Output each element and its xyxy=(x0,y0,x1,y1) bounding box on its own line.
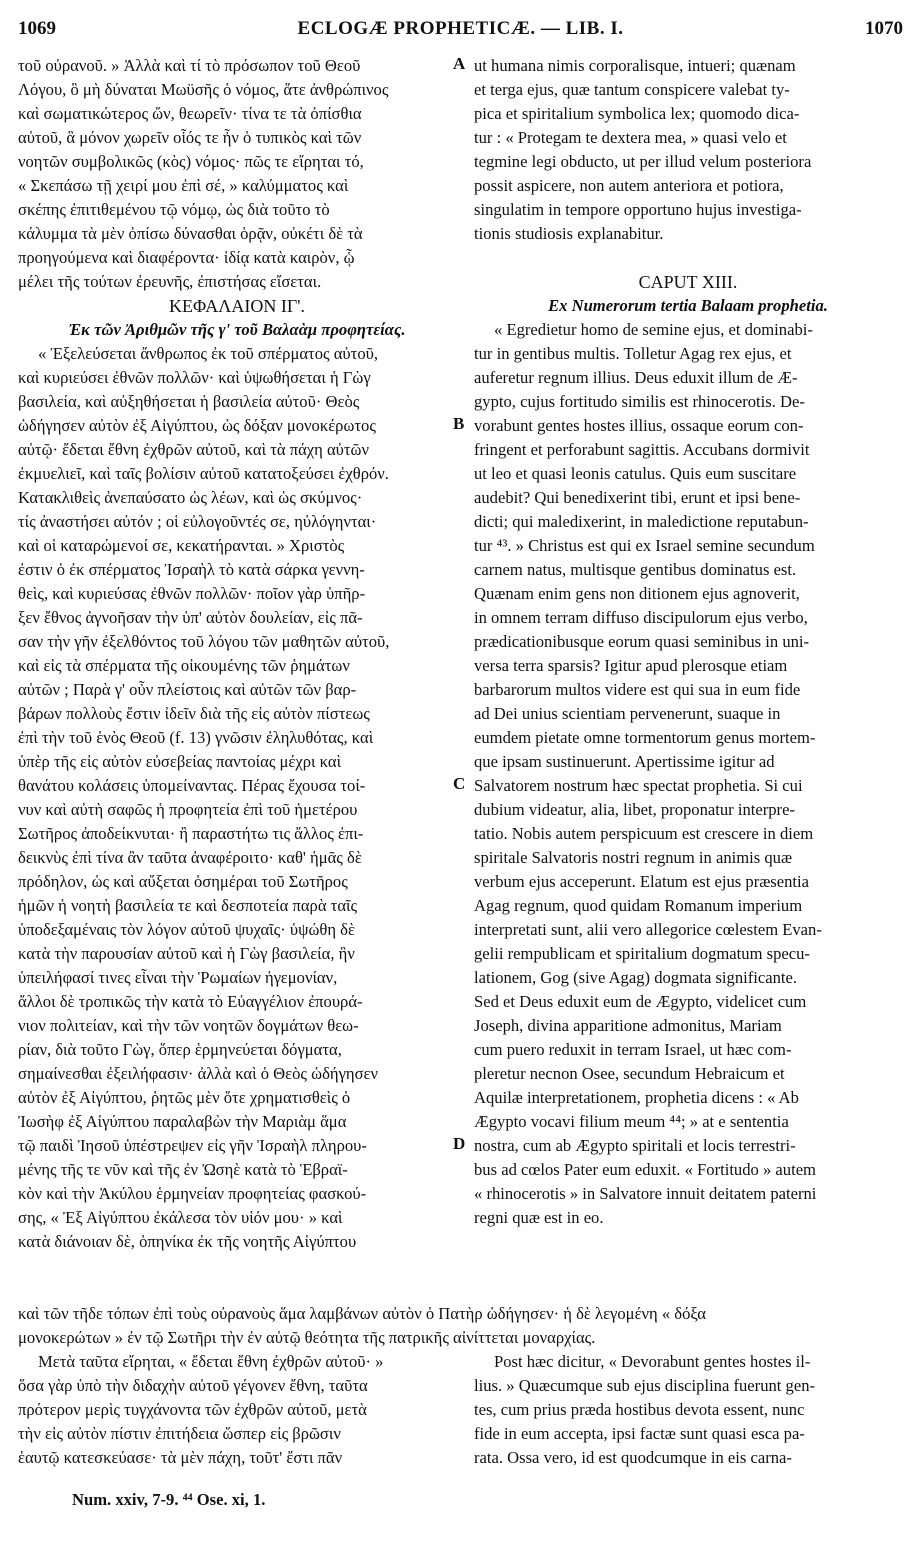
greek-line: πρόδηλον, ὡς καὶ αὔξεται ὁσημέραι τοῦ Σωτῆρος xyxy=(18,872,348,891)
latin-line: ut humana nimis corporalisque, intueri; quænam xyxy=(474,56,796,75)
greek-line: κατὰ διάνοιαν δὲ, ὁπηνίκα ἐκ τῆς νοητῆς Αἰγύπτου xyxy=(18,1232,357,1251)
page-number-right: 1070 xyxy=(865,18,903,39)
latin-line: rata. Ossa vero, id est quodcumque in eis carna- xyxy=(474,1448,792,1467)
latin-line: audebit? Qui benedixerint tibi, erunt et ipsi bene- xyxy=(474,488,801,507)
latin-line: tionis studiosis explanabitur. xyxy=(474,224,664,243)
greek-line: τίς ἀναστήσει αὐτόν ; οἱ εὐλογοῦντές σε, ηὐλόγηνται· xyxy=(18,512,377,531)
greek-line: ὅσα γὰρ ὑπὸ τὴν διδαχὴν αὐτοῦ γέγονεν ἔθνη, ταῦτα xyxy=(18,1376,368,1395)
greek-line: αὐτοῦ, ἃ μόνον χωρεῖν οἷός τε ἦν ὁ τυπικὸς καὶ τῶν xyxy=(18,128,362,147)
latin-line: tatio. Nobis autem perspicuum est crescere in diem xyxy=(474,824,814,843)
greek-line: βασιλεία, καὶ αὐξηθήσεται ἡ βασιλεία αὐτοῦ· Θεὸς xyxy=(18,392,360,411)
greek-line: νιον πολιτείαν, καὶ τὴν τῶν νοητῶν δογμάτων θεω- xyxy=(18,1016,359,1035)
latin-line: fringent et perforabunt sagittis. Accubans dormivit xyxy=(474,440,810,459)
running-title: ECLOGÆ PROPHETICÆ. — LIB. I. xyxy=(297,18,624,39)
margin-letter-b: B xyxy=(453,414,465,433)
greek-line: « Ἐξελεύσεται ἄνθρωπος ἐκ τοῦ σπέρματος αὐτοῦ, xyxy=(38,344,378,363)
greek-line: πρότερον μερὶς τυγχάνοντα τῶν ἐχθρῶν αὐτοῦ, μετὰ xyxy=(18,1400,367,1419)
latin-line: Agag regnum, quod quidam Romanum imperium xyxy=(474,896,803,915)
greek-line: ξεν ἔθνος ἀγνοῆσαν τὴν ὑπ' αὐτὸν δουλείαν, εἰς πᾶ- xyxy=(18,608,363,627)
latin-line: regni quæ est in eo. xyxy=(474,1208,604,1227)
margin-letter-a: A xyxy=(453,54,466,73)
full-width-line: καὶ τῶν τῆδε τόπων ἐπὶ τοὺς οὐρανοὺς ἅμα λαμβάνων αὐτὸν ὁ Πατὴρ ὡδήγησεν· ἡ δὲ λεγομένη « δόξα xyxy=(18,1304,706,1323)
latin-line: verbum ejus acceperunt. Elatum est ejus præsentia xyxy=(474,872,809,891)
latin-line: nostra, cum ab Ægypto spiritali et locis terrestri- xyxy=(474,1136,796,1155)
latin-line: lationem, Gog (sive Agag) dogmata significante. xyxy=(474,968,798,987)
greek-line: ἄλλοι δὲ τροπικῶς τὴν κατὰ τὸ Εὐαγγέλιον ἐπουρά- xyxy=(18,992,363,1011)
greek-line: θεὶς, καὶ κυριεύσας ἐθνῶν πολλῶν· ποῖον γὰρ ὑπῆρ- xyxy=(18,584,366,603)
latin-line: singulatim in tempore opportuno hujus investiga- xyxy=(474,200,802,219)
greek-line: δεικνὺς ἐπὶ τίνα ἂν ταῦτα ἀναφέροιτο· καθ' ἡμᾶς δὲ xyxy=(18,848,362,867)
latin-line: in omnem terram diffuso discipulorum ejus verbo, xyxy=(474,608,808,627)
latin-line: tes, cum prius præda hostibus devota essent, nunc xyxy=(474,1400,805,1419)
greek-line: καὶ εἰς τὰ σπέρματα τῆς οἰκουμένης τῶν ῥημάτων xyxy=(18,656,350,675)
greek-line: σαν τὴν γῆν ἐξελθόντος τοῦ λόγου τῶν μαθητῶν αὐτοῦ, xyxy=(18,632,390,651)
greek-line: κατὰ τὴν παρουσίαν αὐτοῦ καὶ ἡ Γὼγ βασιλεία, ἣν xyxy=(18,944,355,963)
latin-line: Aquilæ interpretationem, prophetia dicens : « Ab xyxy=(474,1088,799,1107)
latin-chapter-subtitle: Ex Numerorum tertia Balaam prophetia. xyxy=(548,296,828,315)
greek-line: ἡμῶν ἡ νοητὴ βασιλεία τε καὶ δεσποτεία παρὰ ταῖς xyxy=(18,896,358,915)
latin-line: interpretati sunt, alii vero allegorice cœlestem Evan- xyxy=(474,920,822,939)
latin-line: spiritale Salvatoris nostri regnum in animis quæ xyxy=(474,848,793,867)
greek-line: ἐκμυελιεῖ, καὶ ταῖς βολίσιν αὐτοῦ κατατοξεύσει ἐχθρόν. xyxy=(18,464,389,483)
greek-line: καὶ κυριεύσει ἐθνῶν πολλῶν· καὶ ὑψωθήσεται ἡ Γὼγ xyxy=(18,368,371,387)
latin-line: auferetur regnum illius. Deus eduxit illum de Æ- xyxy=(474,368,798,387)
greek-column xyxy=(18,54,456,1254)
greek-line: σκέπης ἐπιτιθεμένου τῷ νόμῳ, ὡς διὰ τοῦτο τὸ xyxy=(18,200,330,219)
latin-line: Post hæc dicitur, « Devorabunt gentes hostes il- xyxy=(494,1352,811,1371)
greek-line: Μετὰ ταῦτα εἴρηται, « ἔδεται ἔθνη ἐχθρῶν αὐτοῦ· » xyxy=(38,1352,384,1371)
greek-line: τῷ παιδὶ Ἰησοῦ ὑπέστρεψεν εἰς γῆν Ἰσραὴλ πληρου- xyxy=(18,1136,367,1155)
greek-line: ὡδήγησεν αὐτὸν ἐξ Αἰγύπτου, ὡς δόξαν μονοκέρωτος xyxy=(18,416,376,435)
greek-line: Σωτῆρος ἀποδείκνυται· ἢ παραστήτω τις ἄλλος ἐπι- xyxy=(18,824,364,843)
latin-line: cum puero reduxit in terram Israel, ut hæc com- xyxy=(474,1040,792,1059)
greek-line: καὶ οἱ καταρώμενοί σε, κεκατήρανται. » Χριστὸς xyxy=(18,536,345,555)
page-number-left: 1069 xyxy=(18,18,56,39)
greek-line: μένης τῆς τε νῦν καὶ τῆς ἐν Ὠσηὲ κατὰ τὸ Ἑβραϊ- xyxy=(18,1160,348,1179)
latin-line: carnem natus, multisque gentibus dominatus est. xyxy=(474,560,797,579)
greek-line: ρίαν, διὰ τοῦτο Γὼγ, ὅπερ ἑρμηνεύεται δόγματα, xyxy=(18,1040,342,1059)
latin-tail xyxy=(474,1350,902,1470)
latin-line: ad Dei unius scientiam pervenerunt, suaque in xyxy=(474,704,781,723)
latin-line: versa terra sparsis? Igitur apud plerosque etiam xyxy=(474,656,788,675)
latin-line: Sed et Deus eduxit eum de Ægypto, videlicet cum xyxy=(474,992,807,1011)
greek-line: τὴν εἰς αὐτὸν πίστιν ἐπιτήδεια ὥσπερ εἰς βρῶσιν xyxy=(18,1424,341,1443)
greek-line: « Σκεπάσω τῇ χειρί μου ἐπὶ σέ, » καλύμματος καὶ xyxy=(18,176,349,195)
latin-line: Joseph, divina apparitione admonitus, Mariam xyxy=(474,1016,782,1035)
greek-line: κὸν καὶ τὴν Ἀκύλου ἑρμηνείαν προφητείας φασκού- xyxy=(18,1184,367,1203)
latin-line: Quænam enim gens non ditionem ejus agnoverit, xyxy=(474,584,800,603)
latin-line: « rhinocerotis » in Salvatore innuit deitatem paterni xyxy=(474,1184,817,1203)
greek-chapter-heading: ΚΕΦΑΛΑΙΟΝ ΙΓ'. xyxy=(169,296,305,316)
latin-line: tur in gentibus multis. Tolletur Agag rex ejus, et xyxy=(474,344,792,363)
greek-line: ὑποδεξαμέναις τὸν λόγον αὐτοῦ ψυχαῖς· ὑψώθη δὲ xyxy=(18,920,355,939)
greek-line: νυν καὶ αὐτὴ σαφῶς ἡ προφητεία ἐπὶ τοῦ ἡμετέρου xyxy=(18,800,358,819)
latin-chapter-heading: CAPUT XIII. xyxy=(638,272,738,292)
greek-line: ἐστιν ὁ ἐκ σπέρματος Ἰσραὴλ τὸ κατὰ σάρκα γεννη- xyxy=(18,560,365,579)
footnotes: Num. xxiv, 7-9. ⁴⁴ Ose. xi, 1. xyxy=(72,1490,266,1509)
greek-line: αὐτῷ· ἔδεται ἔθνη ἐχθρῶν αὐτοῦ, καὶ τὰ πάχη αὐτῶν xyxy=(18,440,369,459)
greek-line: νοητῶν συμβολικῶς (κὸς) νόμος· πῶς τε εἴρηται τό, xyxy=(18,152,364,171)
full-width-passage xyxy=(18,1302,902,1350)
greek-line: Κατακλιθεὶς ἀνεπαύσατο ὡς λέων, καὶ ὡς σκύμνος· xyxy=(18,488,363,507)
latin-line: tur ⁴³. » Christus est qui ex Israel semine secundum xyxy=(474,536,815,555)
latin-line: dicti; qui maledixerint, in maledictione reputabun- xyxy=(474,512,809,531)
greek-line: ἑαυτῷ κατεσκεύασε· τὰ μὲν πάχη, τοῦτ' ἔστι πᾶν xyxy=(18,1448,343,1467)
margin-letter-c: C xyxy=(453,774,466,793)
latin-line: gelii rempublicam et spiritalium dogmatum specu- xyxy=(474,944,810,963)
greek-line: καὶ σωματικώτερος ὤν, θεωρεῖν· τίνα τε τὰ ὀπίσθια xyxy=(18,104,362,123)
greek-line: ἐπὶ τὴν τοῦ ἑνὸς Θεοῦ (f. 13) γνῶσιν ἐληλυθότας, καὶ xyxy=(18,728,374,747)
latin-line: tur : « Protegam te dextera mea, » quasi velo et xyxy=(474,128,787,147)
greek-line: μέλει τῆς τούτων ἐρευνῆς, ἐπιστήσας εἴσεται. xyxy=(18,272,322,291)
page-header xyxy=(18,12,903,42)
latin-line: « Egredietur homo de semine ejus, et dominabi- xyxy=(494,320,813,339)
greek-line: Ἰωσὴφ ἐξ Αἰγύπτου παραλαβὼν τὴν Μαριὰμ ἅμα xyxy=(18,1112,347,1131)
latin-line: fide in eum accepta, ipsi factæ sunt quasi esca pa- xyxy=(474,1424,805,1443)
latin-line: que ipsam sustinuerunt. Apertissime igitur ad xyxy=(474,752,775,771)
latin-line: et terga ejus, quæ tantum conspicere valebat ty- xyxy=(474,80,790,99)
latin-line: pleretur necnon Osee, secundum Hebraicum et xyxy=(474,1064,785,1083)
latin-line: pica et spiritalium symbolica lex; quomodo dica- xyxy=(474,104,800,123)
latin-line: dubium videatur, alia, libet, proponatur interpre- xyxy=(474,800,795,819)
greek-line: κάλυμμα τὰ μὲν ὀπίσω δύνασθαι ὁρᾷν, οὐκέτι δὲ τὰ xyxy=(18,224,363,243)
latin-line: Ægypto vocavi filium meum ⁴⁴; » at e sententia xyxy=(474,1112,789,1131)
latin-line: bus ad cœlos Pater eum eduxit. « Fortitudo » autem xyxy=(474,1160,816,1179)
full-width-line: μονοκερώτων » ἐν τῷ Σωτῆρι τὴν ἐν αὐτῷ θεότητα τῆς πατρικῆς αἰνίττεται μοναρχίας. xyxy=(18,1328,596,1347)
latin-line: lius. » Quæcumque sub ejus disciplina fuerunt gen- xyxy=(474,1376,816,1395)
greek-line: βάρων πολλοὺς ἔστιν ἰδεῖν διὰ τῆς εἰς αὐτὸν πίστεως xyxy=(18,704,370,723)
latin-line: barbarorum multos videre est qui sua in eum fide xyxy=(474,680,801,699)
latin-line: eumdem pietate omne tormentorum genus mortem- xyxy=(474,728,816,747)
latin-column xyxy=(474,54,902,1230)
greek-line: προηγούμενα καὶ διαφέροντα· ἰδίᾳ κατὰ καιρὸν, ᾧ xyxy=(18,248,355,267)
greek-line: ὑπειλήφασί τινες εἶναι τὴν Ῥωμαίων ἡγεμονίαν, xyxy=(18,968,338,987)
latin-line: prædicationibusque eorum quasi seminibus in uni- xyxy=(474,632,810,651)
margin-letter-d: D xyxy=(453,1134,466,1153)
latin-line: gypto, cujus fortitudo similis est rhinocerotis. De- xyxy=(474,392,805,411)
greek-chapter-subtitle: Ἐκ τῶν Ἀριθμῶν τῆς γ' τοῦ Βαλαὰμ προφητείας. xyxy=(68,320,406,339)
greek-line: θανάτου κολάσεις ὑπομείναντας. Πέρας ἔχουσα τοί- xyxy=(18,776,366,795)
greek-line: ὑπὲρ τῆς εἰς αὐτὸν εὐσεβείας παντοίας μέχρι καὶ xyxy=(18,752,342,771)
greek-line: αὐτὸν ἐξ Αἰγύπτου, ῥητῶς μὲν ὅτε χρηματισθεὶς ὁ xyxy=(18,1088,351,1107)
latin-line: vorabunt gentes hostes illius, ossaque eorum con- xyxy=(474,416,804,435)
greek-tail xyxy=(18,1350,456,1470)
greek-line: σημαίνεσθαι ἐξειλήφασιν· ἀλλὰ καὶ ὁ Θεὸς ὡδήγησεν xyxy=(18,1064,378,1083)
greek-line: σης, « Ἐξ Αἰγύπτου ἐκάλεσα τὸν υἱόν μου· » καὶ xyxy=(18,1208,343,1227)
greek-line: τοῦ οὐρανοῦ. » Ἀλλὰ καὶ τί τὸ πρόσωπον τοῦ Θεοῦ xyxy=(18,56,361,75)
greek-line: αὐτῶν ; Παρὰ γ' οὖν πλείστοις καὶ αὐτῶν τῶν βαρ- xyxy=(18,680,357,699)
latin-line: tegmine legi obducto, ut per illud velum posteriora xyxy=(474,152,812,171)
latin-line: possit aspicere, non autem anteriora et potiora, xyxy=(474,176,784,195)
latin-line: Salvatorem nostrum hæc spectat prophetia. Si cui xyxy=(474,776,803,795)
greek-line: Λόγου, ὃ μὴ δύναται Μωϋσῆς ὁ νόμος, ἅτε ἀνθρώπινος xyxy=(18,80,389,99)
latin-line: ut leo et quasi leonis catulus. Quis eum suscitare xyxy=(474,464,797,483)
spacer xyxy=(474,246,902,270)
